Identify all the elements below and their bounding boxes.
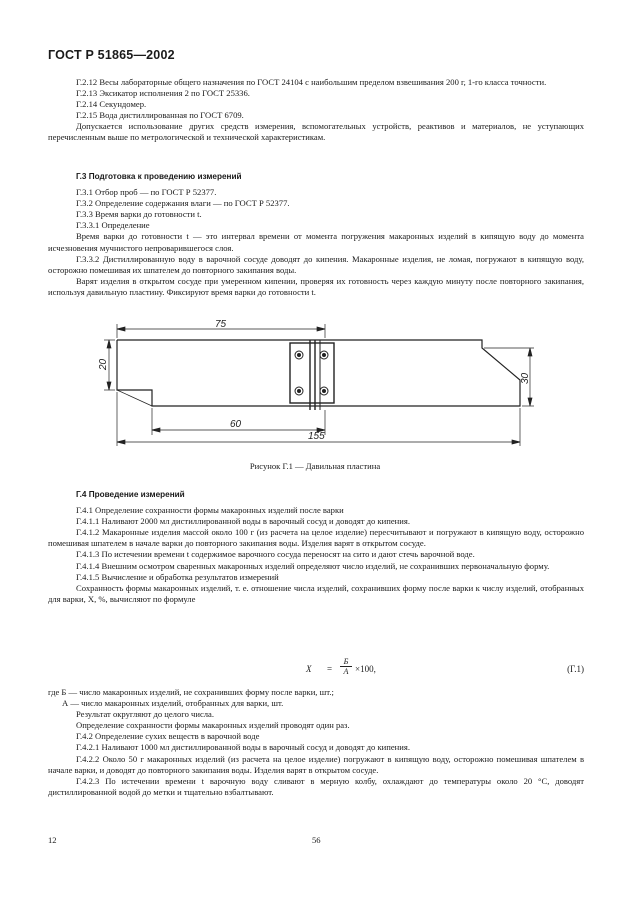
formula-number: (Г.1) — [567, 664, 584, 674]
dimension-label: 60 — [230, 419, 242, 430]
paragraph: Г.3.2 Определение содержания влаги — по ГОСТ Р 52377. — [76, 198, 290, 209]
paragraph: Г.4.2 Определение сухих веществ в варочной воде — [76, 731, 260, 742]
paragraph: Г.4.2.1 Наливают 1000 мл дистиллированной воды в варочный сосуд и доводят до кипения. — [76, 742, 410, 753]
paragraph: Сохранность формы макаронных изделий, т. е. отношение числа изделий, сохранивших форму после варки к числу изделий, отобранных для варки, X, %, вычисляют по формуле — [48, 582, 584, 604]
document-header: ГОСТ Р 51865—2002 — [48, 48, 175, 62]
formula-numerator: Б — [340, 657, 352, 667]
paragraph: где Б — число макаронных изделий, не сохранивших форму после варки, шт.; — [48, 687, 334, 697]
paragraph: Г.2.12 Весы лабораторные общего назначения по ГОСТ 24104 с наибольшим пределом взвешивания 200 г, 1-го класса точности. — [76, 77, 547, 87]
page-number-left: 12 — [48, 835, 57, 845]
paragraph: Г.3.3 Время варки до готовности t. — [76, 209, 202, 220]
paragraph: Г.4.1.5 Вычисление и обработка результатов измерений — [76, 571, 279, 582]
paragraph: Г.2.13 Эксикатор исполнения 2 по ГОСТ 25336. — [76, 88, 250, 99]
paragraph: Г.3.3.1 Определение — [76, 220, 150, 231]
paragraph: Г.3.3.2 Дистиллированную воду в варочной сосуде доводят до кипения. Макаронные изделия, не ломая, погружают в кипящую воду, осторожно помешивая их шпателем до повторного закипания воды. — [48, 253, 584, 275]
paragraph: Г.4.2.3 По истечении времени t варочную воду сливают в мерную колбу, охлаждают до температуры около 20 °С, доводят дистиллированной водой до метки и тщательно взбалтывают. — [48, 775, 584, 797]
formula-rest: ×100, — [355, 664, 376, 674]
paragraph: Г.4.1.2 Макаронные изделия массой около 100 г (из расчета на целое изделие) пересчитывают и погружают в кипящую воду, осторожно помешивая шпателем в начале варки до повторного закипания воды. Изделия варят в открытом сосуде. — [48, 527, 584, 549]
paragraph: Допускается использование других средств измерения, вспомогательных устройств, реактивов и материалов, не уступающих перечисленным выше по метрологической и технической характеристикам. — [48, 121, 584, 143]
text-block-1 — [48, 77, 584, 144]
text-block-3 — [48, 489, 584, 605]
paragraph: Г.4.1.4 Внешним осмотром сваренных макаронных изделий определяют число изделий, не сохранивших первоначальную форму. — [76, 560, 550, 571]
paragraph: Результат округляют до целого числа. — [76, 709, 215, 720]
paragraph: Г.4.1.1 Наливают 2000 мл дистиллированной воды в варочный сосуд и доводят до кипения. — [76, 516, 410, 527]
section-heading-g4: Г.4 Проведение измерений — [76, 490, 185, 499]
paragraph: Г.2.14 Секундомер. — [76, 99, 147, 110]
figure-caption: Рисунок Г.1 — Давильная пластина — [249, 461, 381, 471]
dimension-label: 155 — [308, 431, 325, 442]
formula-fraction — [340, 657, 352, 676]
dimension-label: 75 — [215, 319, 227, 330]
paragraph: Г.2.15 Вода дистиллированная по ГОСТ 6709. — [76, 110, 244, 121]
formula-denominator: А — [343, 667, 349, 676]
paragraph: Г.4.2.2 Около 50 г макаронных изделий (из расчета на целое изделие) погружают в кипящую воду, осторожно помешивая шпателем в начале варки, и доводят до повторного закипания воды. Изделия варят в открытом сосуде. — [48, 753, 584, 775]
paragraph: Время варки до готовности t — это интервал времени от момента погружения макаронных изделий в кипящую воду до момента исчезновения мучнистого непроварившегося слоя. — [48, 231, 584, 253]
formula-g1 — [48, 657, 584, 680]
paragraph: Г.4.1 Определение сохранности формы макаронных изделий после варки — [76, 505, 344, 516]
text-block-2 — [48, 171, 584, 298]
dimension-label: 30 — [520, 372, 531, 384]
formula-lhs: X — [306, 664, 312, 674]
paragraph: Варят изделия в открытом сосуде при умеренном кипении, проверяя их готовность через каждую минуту после повторного закипания, используя давильную пластину. Фиксируют время варки до готовности t. — [48, 275, 584, 297]
section-heading-g3: Г.3 Подготовка к проведению измерений — [76, 172, 242, 181]
paragraph: Г.4.1.3 По истечении времени t содержимое варочного сосуда переносят на сито и дают стечь варочной воде. — [76, 549, 475, 560]
paragraph: Г.3.1 Отбор проб — по ГОСТ Р 52377. — [76, 187, 217, 198]
text-block-4 — [48, 687, 584, 798]
hinge — [290, 340, 334, 410]
dimension-label: 20 — [98, 358, 109, 370]
page-number-center: 56 — [312, 835, 321, 845]
plate-outline — [117, 340, 520, 406]
paragraph: Определение сохранности формы макаронных изделий проводят один раз. — [76, 720, 350, 731]
paragraph: А — число макаронных изделий, отобранных для варки, шт. — [62, 698, 284, 709]
formula-equals: = — [327, 664, 333, 674]
pressing-plate-drawing — [100, 318, 540, 453]
